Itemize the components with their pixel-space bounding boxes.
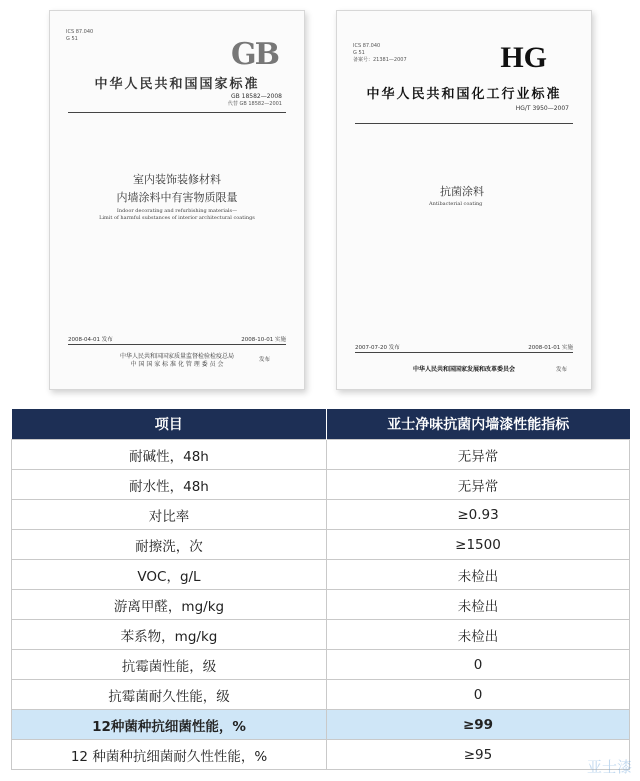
row-value: 无异常 xyxy=(327,470,630,500)
row-item: 抗霉菌耐久性能，级 xyxy=(12,680,327,710)
gb-title-line-2: 内墙涂料中有害物质限量 xyxy=(116,191,238,204)
gb-title-line-1: 室内装饰装修材料 xyxy=(133,173,221,186)
header-spec: 亚士净味抗菌内墙漆性能指标 xyxy=(327,409,630,440)
header-item: 项目 xyxy=(12,409,327,440)
gb-logo: GB xyxy=(231,37,278,72)
hg-title-en: Antibacterial coating xyxy=(429,201,483,207)
gb-replaces: 代替 GB 18582—2001 xyxy=(227,101,282,107)
row-item: VOC，g/L xyxy=(12,560,327,590)
hg-issuer: 中华人民共和国国家发展和改革委员会 xyxy=(412,366,515,373)
gb-headline: 中华人民共和国国家标准 xyxy=(94,77,260,92)
hg-top-rule xyxy=(355,123,573,124)
table-row xyxy=(12,470,630,500)
hg-issue-date: 2007-07-20 发布 xyxy=(355,345,400,351)
hg-filing: 备案号：21381—2007 xyxy=(353,57,407,63)
table-header-row xyxy=(12,409,630,440)
hg-headline: 中华人民共和国化工行业标准 xyxy=(366,87,562,102)
row-item: 12 种菌种抗细菌耐久性性能，% xyxy=(12,740,327,770)
table-row xyxy=(12,440,630,470)
row-item: 耐擦洗，次 xyxy=(12,530,327,560)
table-row xyxy=(12,620,630,650)
hg-effective-date: 2008-01-01 实施 xyxy=(528,345,573,351)
row-value: ≥95 xyxy=(327,740,630,770)
gb-issuer-1: 中华人民共和国国家质量监督检验检疫总局 xyxy=(119,353,234,360)
hg-standard-cover xyxy=(336,10,592,390)
row-value: ≥1500 xyxy=(327,530,630,560)
row-item: 耐水性，48h xyxy=(12,470,327,500)
gb-code: GB 18582—2008 xyxy=(230,93,282,100)
hg-logo: HG xyxy=(500,41,547,74)
gb-bottom-rule xyxy=(68,344,286,345)
gb-issue-date: 2008-04-01 发布 xyxy=(68,337,113,343)
row-value: 未检出 xyxy=(327,560,630,590)
row-value: 0 xyxy=(327,650,630,680)
hg-issuer-suffix: 发布 xyxy=(555,367,567,373)
hg-code: HG/T 3950—2007 xyxy=(515,105,569,112)
row-value: 无异常 xyxy=(327,440,630,470)
row-value: 0 xyxy=(327,680,630,710)
table-row xyxy=(12,680,630,710)
table-row-highlighted xyxy=(12,710,630,740)
gb-title-en-1: Indoor decorating and refurbishing materials— xyxy=(116,208,238,214)
hg-bottom-rule xyxy=(355,352,573,353)
gb-title-en-2: Limit of harmful substances of interior architectural coatings xyxy=(99,215,255,221)
hg-ics: ICS 87.040 xyxy=(353,43,381,49)
gb-issuer-2: 中 国 国 家 标 准 化 管 理 委 员 会 xyxy=(130,361,224,368)
row-value: 未检出 xyxy=(327,620,630,650)
hg-title: 抗菌涂料 xyxy=(440,185,484,198)
table-row xyxy=(12,500,630,530)
row-item: 苯系物，mg/kg xyxy=(12,620,327,650)
gb-standard-cover xyxy=(49,10,305,390)
table-row xyxy=(12,560,630,590)
row-item: 抗霉菌性能，级 xyxy=(12,650,327,680)
gb-ics: ICS 87.040 xyxy=(66,29,94,35)
gb-issuer-suffix: 发布 xyxy=(258,357,270,363)
row-item: 对比率 xyxy=(12,500,327,530)
table-row xyxy=(12,590,630,620)
gb-effective-date: 2008-10-01 实施 xyxy=(241,337,286,343)
table-row xyxy=(12,650,630,680)
table-row xyxy=(12,740,630,770)
watermark: 亚士漆 xyxy=(586,758,632,776)
row-value: ≥99 xyxy=(327,710,630,740)
hg-ccs: G 51 xyxy=(353,50,365,56)
row-item: 12种菌种抗细菌性能，% xyxy=(12,710,327,740)
row-item: 耐碱性，48h xyxy=(12,440,327,470)
row-item: 游离甲醛，mg/kg xyxy=(12,590,327,620)
table-row xyxy=(12,530,630,560)
row-value: 未检出 xyxy=(327,590,630,620)
row-value: ≥0.93 xyxy=(327,500,630,530)
performance-spec-table xyxy=(11,409,630,770)
gb-top-rule xyxy=(68,112,286,113)
gb-ccs: G 51 xyxy=(66,36,78,42)
